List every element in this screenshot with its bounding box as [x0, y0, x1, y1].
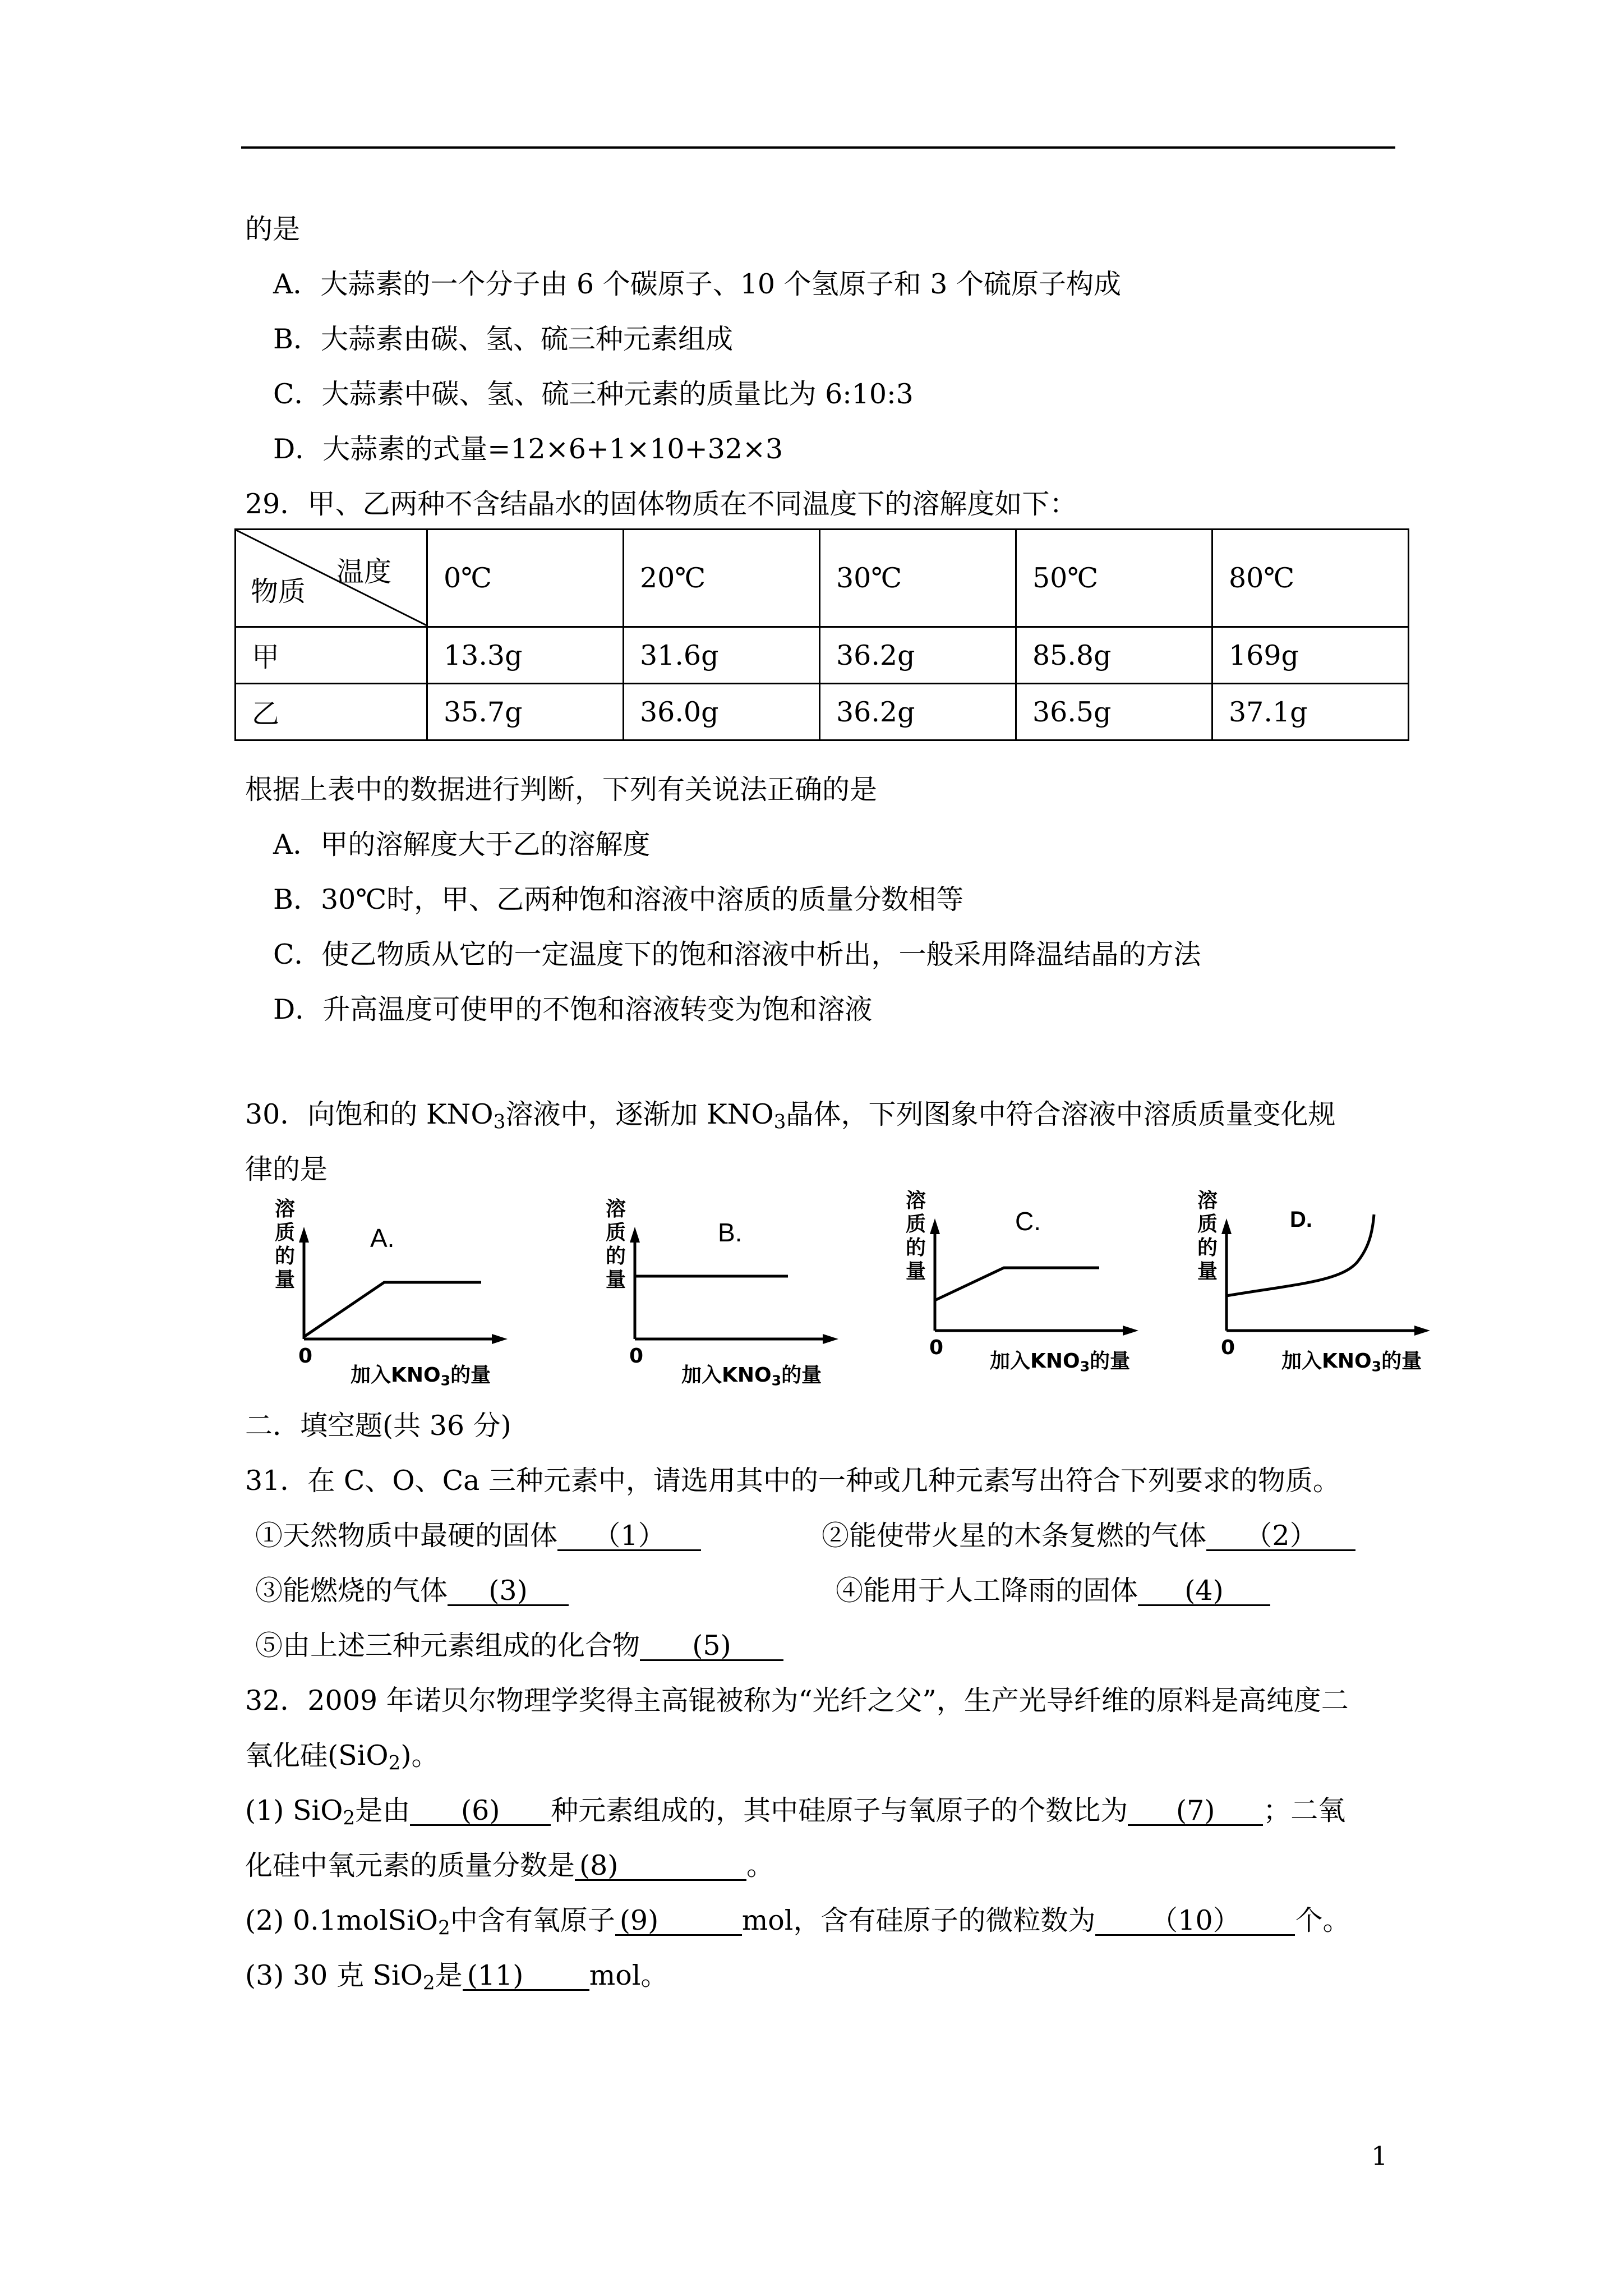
solubility-cell: 85.8g [1016, 627, 1212, 684]
graph-letter: A. [370, 1223, 395, 1253]
solubility-cell: 36.5g [1016, 684, 1212, 740]
x-axis-label: 加入$KNO_3$的量 [1281, 1350, 1422, 1375]
page-number: 1 [1371, 2141, 1388, 2171]
y-axis-label: 溶质的量 [606, 1198, 626, 1291]
solubility-cell: 36.0g [624, 684, 820, 740]
origin-label: 0 [629, 1345, 644, 1368]
x-axis-label: 加入$KNO_3$的量 [990, 1350, 1131, 1375]
substance-name: 乙 [236, 684, 427, 740]
q32-stem-line2: 氧化硅(SiO$_2$)。 [245, 1740, 439, 1775]
temp-header: 50℃ [1016, 530, 1212, 627]
answer-blank[interactable]: (11) [463, 1962, 589, 1991]
solubility-table [234, 528, 1409, 741]
answer-blank[interactable]: (9) [615, 1907, 742, 1936]
solubility-cell: 13.3g [427, 627, 624, 684]
header-rule [241, 146, 1395, 149]
q28-option-d: D．大蒜素的式量=12×6+1×10+32×3 [273, 433, 783, 465]
answer-blank[interactable]: (6) [410, 1797, 551, 1826]
answer-blank[interactable]: (4) [1138, 1577, 1270, 1606]
solubility-cell: 36.2g [820, 627, 1016, 684]
q28-option-b: B．大蒜素由碳、氢、硫三种元素组成 [273, 323, 734, 355]
q32-part1-line2: 化硅中氧元素的质量分数是 (8) 。 [245, 1849, 774, 1881]
q28-option-a: A．大蒜素的一个分子由 6 个碳原子、10 个氢原子和 3 个硫原子构成 [273, 268, 1121, 300]
answer-blank[interactable]: （1） [557, 1522, 701, 1551]
origin-label: 0 [298, 1345, 313, 1368]
solubility-cell: 36.2g [820, 684, 1016, 740]
curve-line [304, 1282, 481, 1337]
temp-header: 0℃ [427, 530, 624, 627]
curve-line [935, 1268, 1099, 1300]
q31-item-4: ④能用于人工降雨的固体 (4) [836, 1577, 1270, 1606]
y-axis-label: 溶质的量 [906, 1189, 926, 1283]
graph-option-c [906, 1184, 1141, 1386]
y-axis-label: 溶质的量 [1197, 1189, 1218, 1283]
answer-blank[interactable]: （10） [1095, 1907, 1295, 1936]
graph-option-d [1197, 1184, 1433, 1386]
q32-part1-line1: (1) SiO$_2$是由 (6) 种元素组成的，其中硅原子与氧原子的个数比为 (7) ；二氧 [245, 1795, 1346, 1830]
solubility-cell: 35.7g [427, 684, 624, 740]
graph-option-a [275, 1192, 510, 1394]
answer-blank[interactable]: （2） [1206, 1522, 1355, 1551]
q32-stem-line1: 32．2009 年诺贝尔物理学奖得主高锟被称为“光纤之父”，生产光导纤维的原料是高纯度二 [245, 1685, 1349, 1717]
q29-option-c: C．使乙物质从它的一定温度下的饱和溶液中析出，一般采用降温结晶的方法 [273, 938, 1201, 970]
q31-item-1: ①天然物质中最硬的固体 （1） [255, 1522, 701, 1551]
corner-label-substance: 物质 [251, 576, 306, 608]
q32-part3: (3) 30 克 SiO$_2$是 (11) mol。 [245, 1959, 668, 1995]
answer-blank[interactable]: (8) [575, 1852, 746, 1881]
section-title: 二．填空题(共 36 分) [245, 1410, 511, 1442]
temp-header: 20℃ [624, 530, 820, 627]
origin-label: 0 [929, 1336, 944, 1359]
x-axis-label: 加入$KNO_3$的量 [681, 1364, 822, 1389]
answer-blank[interactable]: (5) [640, 1632, 783, 1661]
q29-option-b: B．30℃时，甲、乙两种饱和溶液中溶质的质量分数相等 [273, 884, 964, 915]
origin-label: 0 [1221, 1336, 1235, 1359]
q29-prompt: 根据上表中的数据进行判断，下列有关说法正确的是 [245, 774, 878, 806]
answer-blank[interactable]: (7) [1128, 1797, 1263, 1826]
q30-stem-line1: 30．向饱和的 $KNO_3$溶液中，逐渐加 $KNO_3$晶体，下列图象中符合溶液中溶质质量变化规 [245, 1098, 1336, 1134]
graph-letter: B. [718, 1218, 743, 1247]
table-corner-cell [236, 530, 427, 627]
solubility-cell: 37.1g [1212, 684, 1409, 740]
q31-item-5: ⑤由上述三种元素组成的化合物 (5) [255, 1632, 783, 1661]
temp-header: 80℃ [1212, 530, 1409, 627]
q31-item-2: ②能使带火星的木条复燃的气体 （2） [822, 1522, 1355, 1551]
q30-stem-line2: 律的是 [245, 1153, 328, 1185]
q28-tail: 的是 [245, 213, 301, 245]
graph-option-b [606, 1192, 841, 1394]
q31-item-3: ③能燃烧的气体 (3) [255, 1577, 569, 1606]
q29-option-a: A．甲的溶解度大于乙的溶解度 [273, 829, 651, 861]
solubility-cell: 169g [1212, 627, 1409, 684]
corner-label-temperature: 温度 [336, 556, 391, 588]
y-axis-label: 溶质的量 [275, 1198, 296, 1291]
x-axis-label: 加入$KNO_3$的量 [351, 1364, 491, 1389]
table-row [236, 627, 1409, 684]
solubility-cell: 31.6g [624, 627, 820, 684]
substance-name: 甲 [236, 627, 427, 684]
table-row [236, 684, 1409, 740]
q29-option-d: D．升高温度可使甲的不饱和溶液转变为饱和溶液 [273, 993, 873, 1025]
q32-part2: (2) 0.1molSiO$_2$中含有氧原子 (9) mol，含有硅原子的微粒数为 （10） 个。 [245, 1904, 1350, 1940]
graph-letter: C. [1015, 1207, 1041, 1236]
graph-letter: D. [1290, 1207, 1312, 1232]
q28-option-c: C．大蒜素中碳、氢、硫三种元素的质量比为 6:10:3 [273, 378, 914, 410]
q29-stem: 29．甲、乙两种不含结晶水的固体物质在不同温度下的溶解度如下： [245, 488, 1077, 520]
curve-line [1227, 1214, 1374, 1296]
temp-header: 30℃ [820, 530, 1016, 627]
answer-blank[interactable]: (3) [448, 1577, 569, 1606]
q31-stem: 31．在 C、O、Ca 三种元素中，请选用其中的一种或几种元素写出符合下列要求的物质。 [245, 1465, 1340, 1497]
